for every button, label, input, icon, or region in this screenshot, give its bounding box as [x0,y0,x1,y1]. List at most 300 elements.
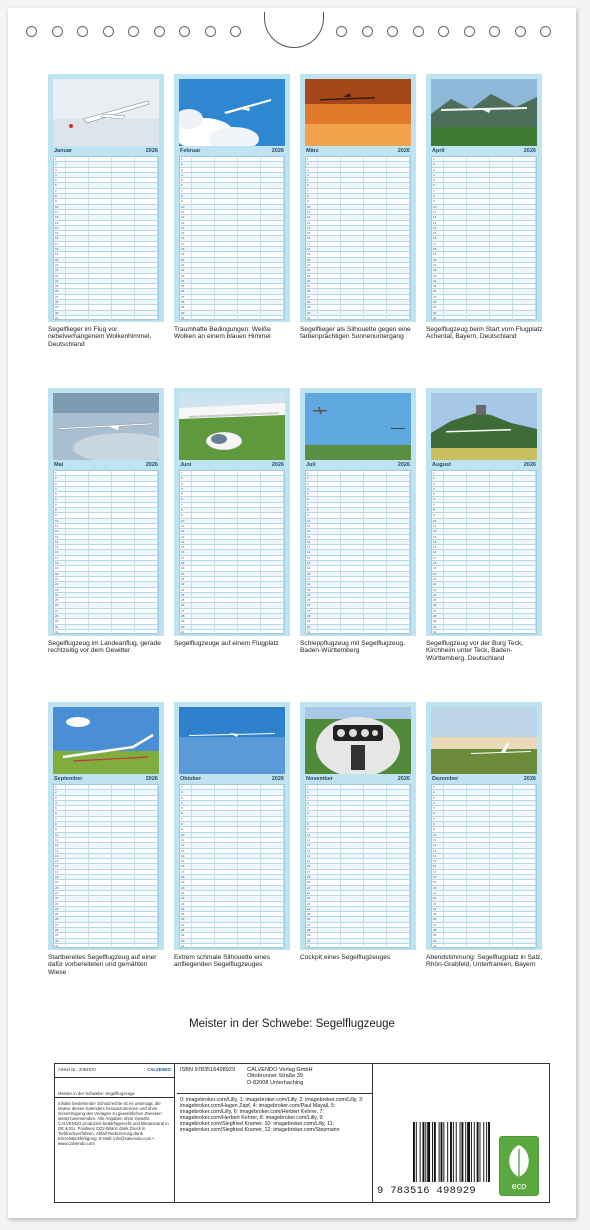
planner-cell[interactable] [364,561,387,565]
planner-cell[interactable] [112,476,135,480]
planner-cell[interactable] [215,295,238,299]
planner-cell[interactable] [89,476,112,480]
planner-cell[interactable] [192,508,215,512]
planner-cell[interactable] [444,210,467,214]
planner-cell[interactable] [387,785,410,789]
planner-cell[interactable] [89,210,112,214]
planner-cell[interactable] [318,205,341,209]
planner-cell[interactable] [490,252,513,256]
planner-cell[interactable] [490,572,513,576]
planner-cell[interactable] [318,827,341,831]
planner-cell[interactable] [513,912,536,916]
planner-cell[interactable] [192,471,215,475]
planner-cell[interactable] [135,279,158,283]
planner-cell[interactable] [261,566,284,570]
planner-cell[interactable] [490,827,513,831]
planner-cell[interactable] [135,242,158,246]
planner-cell[interactable] [318,790,341,794]
planner-cell[interactable] [364,849,387,853]
planner-cell[interactable] [318,572,341,576]
planner-cell[interactable] [513,157,536,161]
planner-cell[interactable] [89,529,112,533]
planner-cell[interactable] [66,870,89,874]
planner-cell[interactable] [444,588,467,592]
planner-cell[interactable] [192,550,215,554]
planner-cell[interactable] [135,300,158,304]
planner-cell[interactable] [135,907,158,911]
planner-cell[interactable] [490,305,513,309]
planner-cell[interactable] [387,928,410,932]
planner-cell[interactable] [364,279,387,283]
planner-cell[interactable] [490,902,513,906]
planner-cell[interactable] [112,598,135,602]
planner-cell[interactable] [135,912,158,916]
planner-cell[interactable] [318,630,341,634]
planner-cell[interactable] [89,838,112,842]
planner-cell[interactable] [467,529,490,533]
planner-cell[interactable] [490,838,513,842]
planner-cell[interactable] [387,577,410,581]
planner-cell[interactable] [387,178,410,182]
planner-cell[interactable] [66,827,89,831]
planner-cell[interactable] [192,210,215,214]
planner-cell[interactable] [192,247,215,251]
planner-cell[interactable] [490,891,513,895]
planner-cell[interactable] [341,305,364,309]
planner-cell[interactable] [89,178,112,182]
planner-cell[interactable] [364,199,387,203]
planner-cell[interactable] [364,923,387,927]
planner-cell[interactable] [112,263,135,267]
planner-cell[interactable] [364,917,387,921]
planner-cell[interactable] [490,939,513,943]
planner-cell[interactable] [89,205,112,209]
planner-cell[interactable] [192,242,215,246]
planner-cell[interactable] [490,870,513,874]
planner-cell[interactable] [238,880,261,884]
planner-cell[interactable] [364,295,387,299]
planner-cell[interactable] [66,183,89,187]
planner-cell[interactable] [490,226,513,230]
planner-cell[interactable] [89,258,112,262]
planner-cell[interactable] [318,843,341,847]
planner-cell[interactable] [318,215,341,219]
planner-cell[interactable] [215,933,238,937]
planner-cell[interactable] [261,305,284,309]
planner-cell[interactable] [192,891,215,895]
planner-cell[interactable] [341,482,364,486]
planner-cell[interactable] [490,199,513,203]
planner-cell[interactable] [513,817,536,821]
planner-cell[interactable] [387,508,410,512]
planner-cell[interactable] [341,189,364,193]
planner-cell[interactable] [135,210,158,214]
planner-cell[interactable] [261,482,284,486]
planner-cell[interactable] [112,279,135,283]
planner-cell[interactable] [238,279,261,283]
planner-cell[interactable] [341,838,364,842]
planner-cell[interactable] [192,284,215,288]
planner-cell[interactable] [238,625,261,629]
planner-cell[interactable] [238,556,261,560]
planner-cell[interactable] [89,902,112,906]
planner-cell[interactable] [238,535,261,539]
planner-cell[interactable] [467,545,490,549]
planner-cell[interactable] [444,482,467,486]
planner-cell[interactable] [341,864,364,868]
planner-cell[interactable] [66,902,89,906]
planner-cell[interactable] [490,221,513,225]
planner-cell[interactable] [261,923,284,927]
planner-cell[interactable] [318,263,341,267]
planner-cell[interactable] [89,822,112,826]
planner-cell[interactable] [513,524,536,528]
planner-cell[interactable] [341,247,364,251]
planner-cell[interactable] [66,817,89,821]
planner-cell[interactable] [238,311,261,315]
planner-cell[interactable] [215,886,238,890]
planner-cell[interactable] [261,790,284,794]
planner-cell[interactable] [89,928,112,932]
planner-cell[interactable] [490,178,513,182]
planner-cell[interactable] [215,870,238,874]
planner-cell[interactable] [112,939,135,943]
planner-cell[interactable] [364,827,387,831]
planner-cell[interactable] [444,487,467,491]
planner-cell[interactable] [89,891,112,895]
planner-cell[interactable] [89,561,112,565]
planner-cell[interactable] [490,471,513,475]
planner-cell[interactable] [215,168,238,172]
planner-cell[interactable] [364,215,387,219]
planner-cell[interactable] [513,231,536,235]
planner-cell[interactable] [387,801,410,805]
planner-cell[interactable] [238,928,261,932]
planner-cell[interactable] [467,487,490,491]
planner-cell[interactable] [66,886,89,890]
planner-cell[interactable] [364,838,387,842]
planner-cell[interactable] [238,917,261,921]
planner-cell[interactable] [444,902,467,906]
planner-cell[interactable] [364,503,387,507]
planner-cell[interactable] [513,886,536,890]
planner-cell[interactable] [215,535,238,539]
planner-cell[interactable] [66,582,89,586]
planner-cell[interactable] [467,801,490,805]
planner-cell[interactable] [261,917,284,921]
planner-cell[interactable] [66,524,89,528]
planner-cell[interactable] [364,183,387,187]
planner-cell[interactable] [238,944,261,948]
planner-cell[interactable] [135,524,158,528]
day-row[interactable] [180,944,284,949]
planner-cell[interactable] [215,859,238,863]
planner-cell[interactable] [387,896,410,900]
planner-cell[interactable] [490,859,513,863]
planner-cell[interactable] [387,944,410,948]
planner-cell[interactable] [444,577,467,581]
planner-cell[interactable] [135,577,158,581]
planner-cell[interactable] [192,796,215,800]
planner-cell[interactable] [66,796,89,800]
planner-cell[interactable] [66,482,89,486]
planner-cell[interactable] [135,173,158,177]
planner-cell[interactable] [490,880,513,884]
planner-cell[interactable] [215,556,238,560]
planner-cell[interactable] [89,912,112,916]
planner-cell[interactable] [89,295,112,299]
planner-cell[interactable] [192,806,215,810]
planner-cell[interactable] [261,785,284,789]
planner-cell[interactable] [490,822,513,826]
planner-cell[interactable] [261,513,284,517]
planner-cell[interactable] [490,215,513,219]
planner-cell[interactable] [192,582,215,586]
planner-cell[interactable] [341,801,364,805]
planner-cell[interactable] [135,843,158,847]
planner-cell[interactable] [513,880,536,884]
planner-cell[interactable] [261,189,284,193]
planner-cell[interactable] [215,492,238,496]
planner-cell[interactable] [238,545,261,549]
planner-cell[interactable] [513,593,536,597]
planner-cell[interactable] [238,173,261,177]
planner-cell[interactable] [89,194,112,198]
planner-cell[interactable] [66,226,89,230]
planner-cell[interactable] [490,566,513,570]
planner-cell[interactable] [89,859,112,863]
planner-cell[interactable] [261,811,284,815]
planner-cell[interactable] [261,912,284,916]
planner-cell[interactable] [490,529,513,533]
planner-cell[interactable] [364,859,387,863]
planner-cell[interactable] [490,811,513,815]
planner-cell[interactable] [66,274,89,278]
planner-cell[interactable] [364,524,387,528]
planner-cell[interactable] [490,907,513,911]
planner-cell[interactable] [467,503,490,507]
planner-cell[interactable] [135,785,158,789]
planner-cell[interactable] [112,199,135,203]
planner-cell[interactable] [215,508,238,512]
planner-cell[interactable] [364,928,387,932]
planner-cell[interactable] [261,183,284,187]
planner-cell[interactable] [341,902,364,906]
planner-cell[interactable] [112,785,135,789]
planner-cell[interactable] [238,870,261,874]
planner-cell[interactable] [444,247,467,251]
planner-cell[interactable] [318,598,341,602]
planner-cell[interactable] [490,598,513,602]
planner-cell[interactable] [513,215,536,219]
planner-cell[interactable] [112,231,135,235]
planner-cell[interactable] [341,300,364,304]
planner-cell[interactable] [318,864,341,868]
planner-cell[interactable] [215,524,238,528]
planner-cell[interactable] [238,806,261,810]
planner-cell[interactable] [215,199,238,203]
planner-cell[interactable] [364,811,387,815]
planner-cell[interactable] [387,561,410,565]
planner-cell[interactable] [192,513,215,517]
planner-cell[interactable] [89,833,112,837]
planner-cell[interactable] [215,801,238,805]
planner-cell[interactable] [318,274,341,278]
planner-cell[interactable] [135,939,158,943]
planner-cell[interactable] [444,268,467,272]
planner-cell[interactable] [467,886,490,890]
planner-cell[interactable] [261,284,284,288]
planner-cell[interactable] [341,891,364,895]
planner-cell[interactable] [261,870,284,874]
planner-cell[interactable] [192,790,215,794]
planner-cell[interactable] [513,944,536,948]
planner-cell[interactable] [318,545,341,549]
planner-cell[interactable] [135,833,158,837]
day-row[interactable] [432,630,536,635]
planner-cell[interactable] [341,194,364,198]
planner-cell[interactable] [112,295,135,299]
planner-cell[interactable] [238,168,261,172]
planner-cell[interactable] [513,189,536,193]
planner-cell[interactable] [192,157,215,161]
planner-cell[interactable] [513,279,536,283]
planner-cell[interactable] [89,157,112,161]
planner-cell[interactable] [387,545,410,549]
planner-cell[interactable] [192,859,215,863]
planner-cell[interactable] [341,572,364,576]
planner-cell[interactable] [318,854,341,858]
planner-cell[interactable] [513,535,536,539]
day-row[interactable] [306,630,410,635]
planner-cell[interactable] [89,566,112,570]
planner-cell[interactable] [490,550,513,554]
planner-cell[interactable] [341,880,364,884]
planner-cell[interactable] [238,896,261,900]
planner-cell[interactable] [318,880,341,884]
planner-cell[interactable] [318,210,341,214]
planner-cell[interactable] [261,880,284,884]
planner-cell[interactable] [387,284,410,288]
planner-cell[interactable] [135,295,158,299]
planner-cell[interactable] [387,854,410,858]
planner-cell[interactable] [66,205,89,209]
planner-cell[interactable] [387,305,410,309]
planner-cell[interactable] [341,535,364,539]
planner-cell[interactable] [490,316,513,320]
planner-cell[interactable] [467,242,490,246]
planner-cell[interactable] [444,561,467,565]
planner-cell[interactable] [89,168,112,172]
planner-cell[interactable] [341,609,364,613]
day-row[interactable] [306,316,410,321]
planner-cell[interactable] [318,226,341,230]
planner-cell[interactable] [215,550,238,554]
planner-cell[interactable] [215,178,238,182]
planner-cell[interactable] [444,252,467,256]
planner-cell[interactable] [135,252,158,256]
planner-cell[interactable] [215,822,238,826]
planner-cell[interactable] [467,157,490,161]
planner-cell[interactable] [261,550,284,554]
planner-cell[interactable] [490,817,513,821]
planner-cell[interactable] [192,603,215,607]
planner-cell[interactable] [444,598,467,602]
planner-cell[interactable] [364,609,387,613]
planner-cell[interactable] [215,603,238,607]
planner-cell[interactable] [135,790,158,794]
planner-cell[interactable] [238,178,261,182]
planner-cell[interactable] [490,614,513,618]
planner-cell[interactable] [89,226,112,230]
planner-cell[interactable] [135,263,158,267]
planner-cell[interactable] [192,535,215,539]
planner-cell[interactable] [467,476,490,480]
planner-cell[interactable] [318,833,341,837]
planner-cell[interactable] [238,189,261,193]
planner-cell[interactable] [238,801,261,805]
planner-cell[interactable] [467,497,490,501]
planner-cell[interactable] [261,801,284,805]
planner-cell[interactable] [444,603,467,607]
planner-cell[interactable] [192,183,215,187]
planner-cell[interactable] [135,157,158,161]
planner-cell[interactable] [238,157,261,161]
planner-cell[interactable] [387,609,410,613]
planner-cell[interactable] [112,854,135,858]
planner-cell[interactable] [318,300,341,304]
planner-cell[interactable] [467,236,490,240]
planner-cell[interactable] [89,630,112,634]
planner-cell[interactable] [364,210,387,214]
planner-cell[interactable] [364,625,387,629]
planner-cell[interactable] [66,221,89,225]
planner-cell[interactable] [467,316,490,320]
planner-cell[interactable] [467,556,490,560]
planner-cell[interactable] [444,263,467,267]
planner-cell[interactable] [444,274,467,278]
planner-cell[interactable] [341,790,364,794]
planner-cell[interactable] [261,598,284,602]
planner-cell[interactable] [66,168,89,172]
planner-cell[interactable] [444,215,467,219]
planner-cell[interactable] [238,817,261,821]
planner-cell[interactable] [467,492,490,496]
planner-cell[interactable] [261,593,284,597]
planner-cell[interactable] [89,806,112,810]
planner-cell[interactable] [112,162,135,166]
planner-cell[interactable] [261,864,284,868]
planner-cell[interactable] [490,162,513,166]
planner-cell[interactable] [135,497,158,501]
planner-cell[interactable] [467,907,490,911]
planner-cell[interactable] [215,513,238,517]
planner-cell[interactable] [387,524,410,528]
planner-cell[interactable] [467,550,490,554]
planner-cell[interactable] [490,247,513,251]
planner-cell[interactable] [135,316,158,320]
planner-cell[interactable] [364,194,387,198]
planner-cell[interactable] [238,864,261,868]
planner-cell[interactable] [341,811,364,815]
planner-cell[interactable] [112,471,135,475]
planner-cell[interactable] [261,928,284,932]
planner-cell[interactable] [112,614,135,618]
planner-cell[interactable] [192,801,215,805]
planner-cell[interactable] [364,572,387,576]
planner-cell[interactable] [192,854,215,858]
planner-cell[interactable] [467,796,490,800]
